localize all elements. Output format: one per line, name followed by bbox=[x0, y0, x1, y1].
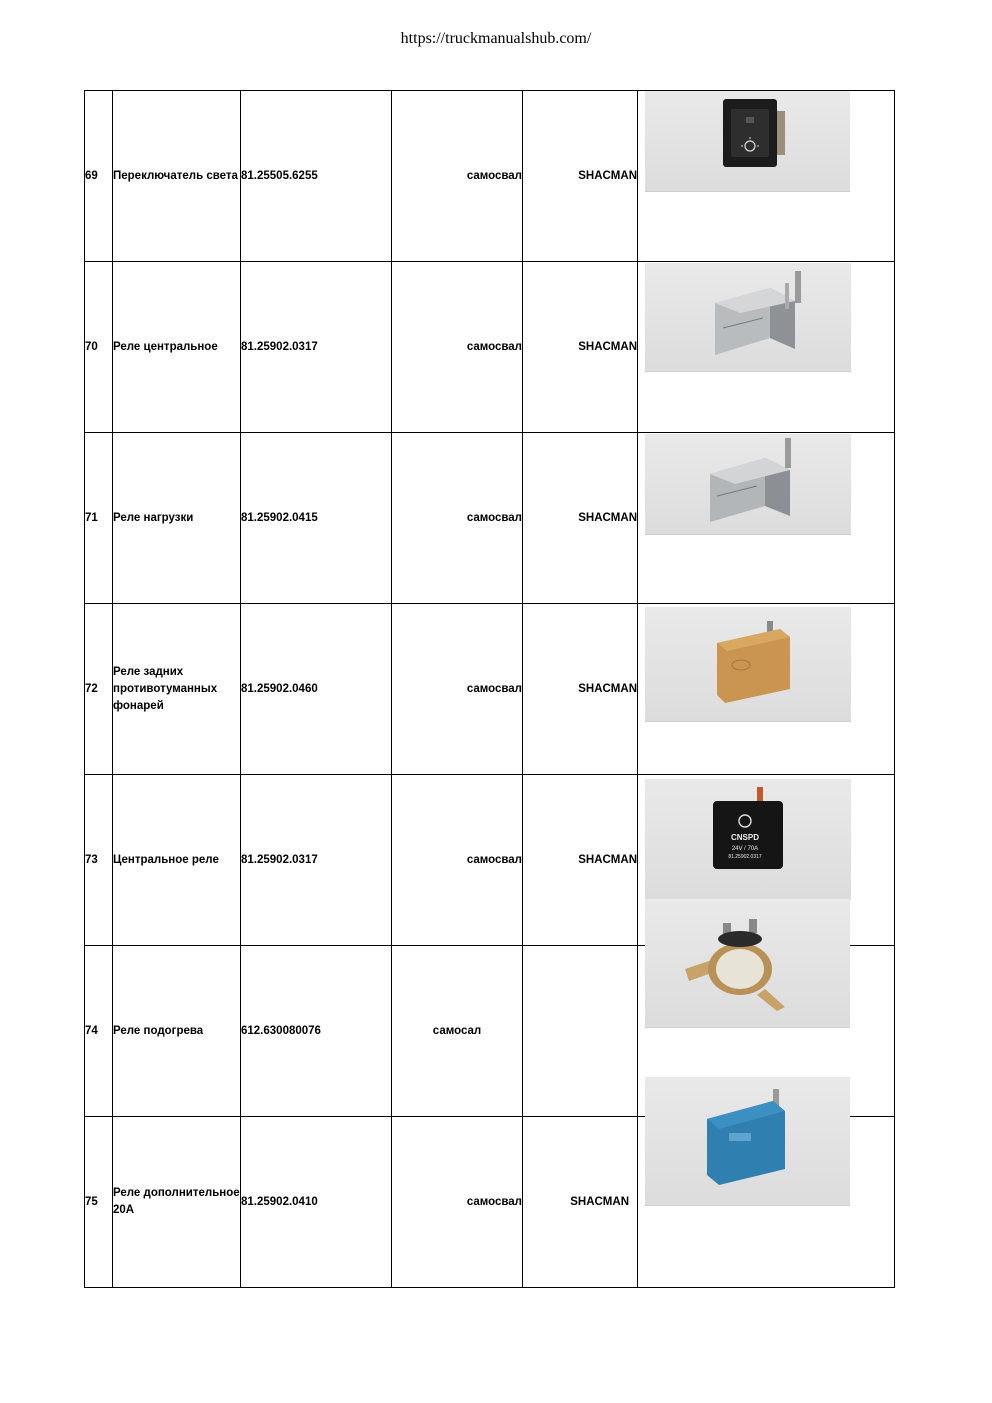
part-code: 81.25505.6255 bbox=[241, 91, 392, 262]
part-name: Реле подогрева bbox=[113, 946, 241, 1117]
row-number: 70 bbox=[85, 262, 113, 433]
brand: SHACMAN bbox=[523, 433, 638, 604]
vehicle-type: самосвал bbox=[392, 604, 523, 775]
part-name: Центральное реле bbox=[113, 775, 241, 946]
brand: SHACMAN bbox=[523, 1117, 638, 1288]
part-code: 81.25902.0317 bbox=[241, 775, 392, 946]
page-header-url: https://truckmanualshub.com/ bbox=[400, 30, 592, 47]
black-relay-rating-label: 24V / 70A bbox=[731, 846, 759, 852]
part-name: Реле нагрузки bbox=[113, 433, 241, 604]
brand: SHACMAN bbox=[523, 91, 638, 262]
brand: SHACMAN bbox=[523, 262, 638, 433]
part-name: Реле задних противотуманных фонарей bbox=[113, 604, 241, 775]
vehicle-type: самосвал bbox=[392, 775, 523, 946]
row-number: 74 bbox=[85, 946, 113, 1117]
black-relay-brand-label: CNSPD bbox=[730, 833, 760, 842]
vehicle-type: самосвал bbox=[392, 433, 523, 604]
solenoid-relay-photo bbox=[645, 899, 850, 1028]
part-code: 81.25902.0415 bbox=[241, 433, 392, 604]
blue-relay-photo bbox=[645, 1077, 850, 1206]
brand: SHACMAN bbox=[523, 775, 638, 946]
black-relay-code-label: 81.25902.0317 bbox=[728, 854, 762, 860]
part-code: 81.25902.0410 bbox=[241, 1117, 392, 1288]
part-code: 81.25902.0317 bbox=[241, 262, 392, 433]
metal-relay-photo bbox=[645, 434, 851, 535]
metal-relay-photo bbox=[645, 263, 851, 372]
brand bbox=[523, 946, 638, 1117]
vehicle-type: самосвал bbox=[392, 262, 523, 433]
vehicle-type: самосвал bbox=[392, 91, 523, 262]
row-number: 72 bbox=[85, 604, 113, 775]
orange-relay-photo bbox=[645, 607, 851, 722]
black-relay-photo bbox=[645, 779, 851, 900]
light-switch-photo bbox=[645, 91, 850, 192]
part-name: Переключатель света bbox=[113, 91, 241, 262]
row-number: 69 bbox=[85, 91, 113, 262]
row-number: 73 bbox=[85, 775, 113, 946]
brand: SHACMAN bbox=[523, 604, 638, 775]
row-number: 71 bbox=[85, 433, 113, 604]
row-number: 75 bbox=[85, 1117, 113, 1288]
part-name: Реле дополнительное 20А bbox=[113, 1117, 241, 1288]
vehicle-type: самосал bbox=[392, 946, 523, 1117]
part-name: Реле центральное bbox=[113, 262, 241, 433]
part-code: 81.25902.0460 bbox=[241, 604, 392, 775]
vehicle-type: самосвал bbox=[392, 1117, 523, 1288]
part-code: 612.630080076 bbox=[241, 946, 392, 1117]
